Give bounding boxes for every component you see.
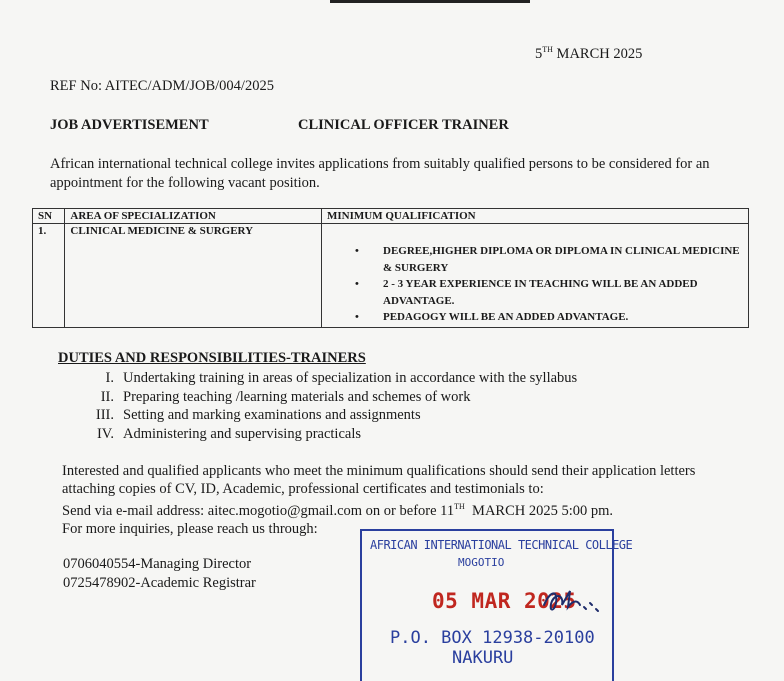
- header-rule: [330, 0, 530, 3]
- signature-icon: [540, 583, 602, 617]
- college-stamp: [360, 529, 633, 681]
- cell-qualifications: [322, 224, 749, 328]
- contact-managing-director: 0706040554-Managing Director: [63, 556, 252, 572]
- position-title: CLINICAL OFFICER TRAINER: [298, 117, 509, 133]
- intro-paragraph: African international technical college invites applications from suitably qualified persons to be considered for an appointment for the following vacant position.: [50, 156, 710, 191]
- bullet-icon: •: [355, 245, 359, 257]
- list-item: • PEDAGOGY WILL BE AN ADDED ADVANTAGE.: [327, 309, 743, 326]
- stamp-location: MOGOTIO: [458, 556, 505, 569]
- qualification-list: [327, 243, 743, 326]
- duties-heading: DUTIES AND RESPONSIBILITIES-TRAINERS: [58, 350, 366, 366]
- inquiry-line: For more inquiries, please reach us through:: [62, 521, 318, 537]
- header-area: AREA OF SPECIALIZATION: [65, 209, 322, 224]
- table-row: [33, 224, 749, 328]
- table-header-row: [33, 209, 749, 224]
- bullet-icon: •: [355, 311, 359, 323]
- stamp-city: NAKURU: [452, 648, 514, 668]
- list-item: • DEGREE,HIGHER DIPLOMA OR DIPLOMA IN CLINICAL MEDICINE & SURGERY: [355, 245, 740, 274]
- application-line: Interested and qualified applicants who meet the minimum qualifications should send their application letters attaching copies of CV, ID, Academic, professional certificates and testimonials to:: [62, 463, 696, 497]
- header-sn: SN: [33, 209, 65, 224]
- stamp-po-box: P.O. BOX 12938-20100: [390, 628, 595, 648]
- list-item: • 2 - 3 YEAR EXPERIENCE IN TEACHING WILL BE AN ADDED ADVANTAGE.: [355, 278, 698, 307]
- list-item: I. Undertaking training in areas of specialization in accordance with the syllabus: [105, 370, 578, 386]
- stamp-college-name: AFRICAN INTERNATIONAL TECHNICAL COLLEGE: [370, 538, 633, 552]
- cell-area: CLINICAL MEDICINE & SURGERY: [65, 224, 322, 328]
- list-item: II. Preparing teaching /learning materials and schemes of work: [100, 389, 471, 405]
- list-item: IV. Administering and supervising practicals: [96, 426, 361, 442]
- letter-date: 5TH MARCH 2025: [535, 45, 643, 62]
- contact-academic-registrar: 0725478902-Academic Registrar: [63, 575, 256, 591]
- advert-label: JOB ADVERTISEMENT: [50, 117, 209, 133]
- qualification-table: [32, 208, 749, 328]
- email-line: Send via e-mail address: aitec.mogotio@gmail.com on or before 11TH MARCH 2025 5:00 pm.: [62, 502, 614, 519]
- bullet-icon: •: [355, 278, 359, 290]
- application-instructions: [62, 462, 742, 538]
- stamp-date: 05 MAR 2025: [432, 589, 577, 613]
- reference-number: REF No: AITEC/ADM/JOB/004/2025: [50, 78, 274, 94]
- list-item: III. Setting and marking examinations and assignments: [95, 407, 421, 423]
- header-qualification: MINIMUM QUALIFICATION: [322, 209, 749, 224]
- cell-sn: 1.: [33, 224, 65, 328]
